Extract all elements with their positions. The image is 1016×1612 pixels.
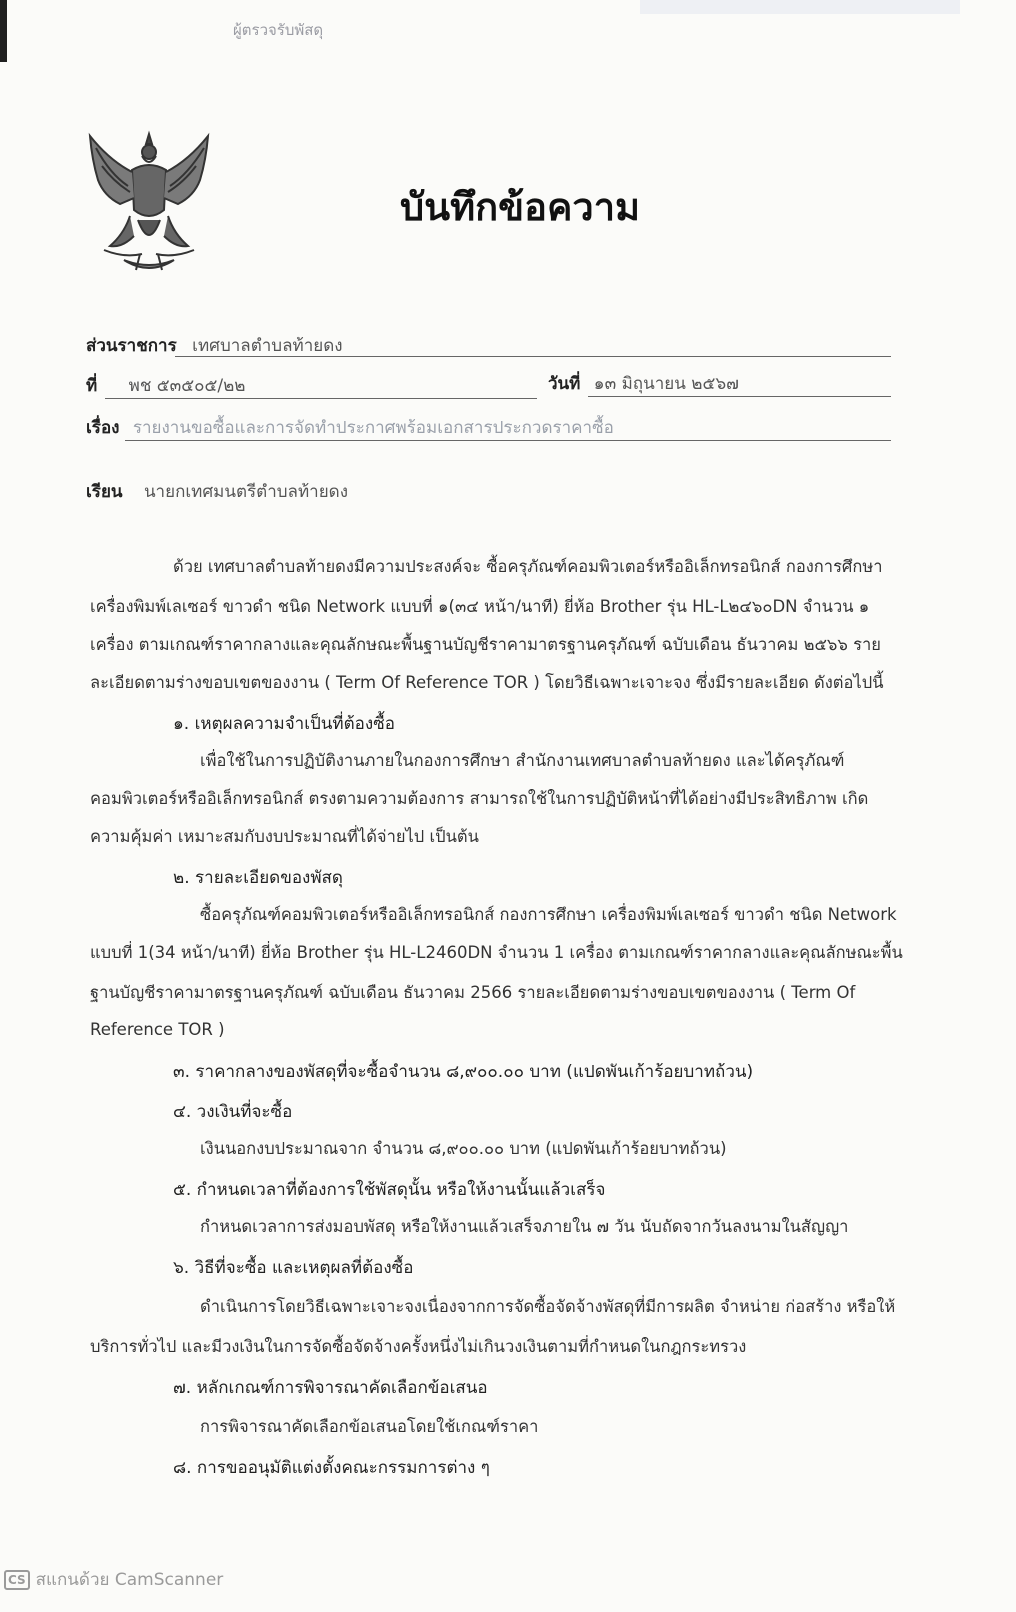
ref-underline <box>105 398 537 399</box>
section-1-line-2: คอมพิวเตอร์หรืออิเล็กทรอนิกส์ ตรงตามความต้องการ สามารถใช้ในการปฏิบัติหน้าที่ได้อย่างมีประสิทธิภาพ เกิด <box>90 789 869 808</box>
section-3-heading: ๓. ราคากลางของพัสดุที่จะซื้อจำนวน ๘,๙๐๐.๐๐ บาท (แปดพันเก้าร้อยบาทถ้วน) <box>173 1062 754 1082</box>
section-1-line-3: ความคุ้มค่า เหมาะสมกับงบประมาณที่ได้จ่ายไป เป็นต้น <box>90 827 479 846</box>
agency-value: เทศบาลตำบลท้ายดง <box>192 336 343 356</box>
section-8-heading: ๘. การขออนุมัติแต่งตั้งคณะกรรมการต่าง ๆ <box>173 1458 490 1478</box>
to-label: เรียน <box>86 482 123 502</box>
agency-field <box>86 332 343 359</box>
section-2-heading: ๒. รายละเอียดของพัสดุ <box>173 868 343 888</box>
intro-line-1: ด้วย เทศบาลตำบลท้ายดงมีความประสงค์จะ ซื้อครุภัณฑ์คอมพิวเตอร์หรืออิเล็กทรอนิกส์ กองการศึกษา <box>173 557 883 576</box>
intro-line-2: เครื่องพิมพ์เลเซอร์ ขาวดำ ชนิด Network แบบที่ ๑(๓๔ หน้า/นาที) ยี่ห้อ Brother รุ่น HL-L๒๔๖๐DN จำนวน ๑ <box>90 597 870 616</box>
subject-value: รายงานขอซื้อและการจัดทำประกาศพร้อมเอกสารประกวดราคาซื้อ <box>132 418 614 438</box>
camscanner-logo-icon: CS <box>4 1570 30 1590</box>
section-1-line-1: เพื่อใช้ในการปฏิบัติงานภายในกองการศึกษา สำนักงานเทศบาลตำบลท้ายดง และได้ครุภัณฑ์ <box>200 751 845 770</box>
date-label: วันที่ <box>548 374 581 394</box>
intro-line-4: ละเอียดตามร่างขอบเขตของงาน ( Term Of Reference TOR ) โดยวิธีเฉพาะเจาะจง ซึ่งมีรายละเอียด ดังต่อไปนี้ <box>90 673 884 692</box>
date-underline <box>588 396 891 397</box>
section-1-heading: ๑. เหตุผลความจำเป็นที่ต้องซื้อ <box>173 714 395 734</box>
subject-field <box>86 414 614 441</box>
faded-top-strip <box>640 0 960 14</box>
section-6-heading: ๖. วิธีที่จะซื้อ และเหตุผลที่ต้องซื้อ <box>173 1258 414 1278</box>
section-5-heading: ๕. กำหนดเวลาที่ต้องการใช้พัสดุนั้น หรือให้งานนั้นแล้วเสร็จ <box>173 1180 606 1200</box>
section-6-line-1: ดำเนินการโดยวิธีเฉพาะเจาะจงเนื่องจากการจัดซื้อจัดจ้างพัสดุที่มีการผลิต จำหน่าย ก่อสร้าง หรือให้ <box>200 1297 896 1316</box>
section-2-line-1: ซื้อครุภัณฑ์คอมพิวเตอร์หรืออิเล็กทรอนิกส์ กองการศึกษา เครื่องพิมพ์เลเซอร์ ขาวดำ ชนิด Network <box>200 905 897 924</box>
to-value: นายกเทศมนตรีตำบลท้ายดง <box>143 482 349 502</box>
section-4-line-1: เงินนอกงบประมาณจาก จำนวน ๘,๙๐๐.๐๐ บาท (แปดพันเก้าร้อยบาทถ้วน) <box>200 1139 727 1158</box>
camscanner-watermark <box>4 1566 223 1593</box>
ref-label: ที่ <box>86 376 98 396</box>
ref-field <box>86 372 246 399</box>
date-field <box>548 370 739 397</box>
agency-underline <box>175 356 891 357</box>
section-5-line-1: กำหนดเวลาการส่งมอบพัสดุ หรือให้งานแล้วเสร็จภายใน ๗ วัน นับถัดจากวันลงนามในสัญญา <box>200 1217 849 1236</box>
section-2-line-2: แบบที่ 1(34 หน้า/นาที) ยี่ห้อ Brother รุ่น HL-L2460DN จำนวน 1 เครื่อง ตามเกณฑ์ราคากลางและคุณลักษณะพื้น <box>90 943 903 962</box>
subject-label: เรื่อง <box>86 418 120 438</box>
section-4-heading: ๔. วงเงินที่จะซื้อ <box>173 1102 293 1122</box>
section-6-line-2: บริการทั่วไป และมีวงเงินในการจัดซื้อจัดจ้างครั้งหนึ่งไม่เกินวงเงินตามที่กำหนดในกฎกระทรวง <box>90 1337 747 1356</box>
agency-label: ส่วนราชการ <box>86 336 177 356</box>
camscanner-text: สแกนด้วย CamScanner <box>35 1570 224 1590</box>
inspector-label: ผู้ตรวจรับพัสดุ <box>233 21 324 39</box>
memo-title: บันทึกข้อความ <box>400 185 641 229</box>
intro-line-3: เครื่อง ตามเกณฑ์ราคากลางและคุณลักษณะพื้นฐานบัญชีราคามาตรฐานครุภัณฑ์ ฉบับเดือน ธันวาคม ๒๕๖๖ ราย <box>90 635 881 654</box>
garuda-emblem-icon <box>84 130 214 280</box>
section-2-line-3: ฐานบัญชีราคามาตรฐานครุภัณฑ์ ฉบับเดือน ธันวาคม 2566 รายละเอียดตามร่างขอบเขตของงาน ( Term Of <box>90 983 856 1002</box>
scan-edge-shadow <box>0 0 7 62</box>
subject-underline <box>125 440 891 441</box>
to-field <box>86 478 348 505</box>
ref-value: พช ๕๓๕๐๕/๒๒ <box>128 376 246 396</box>
section-2-line-4: Reference TOR ) <box>90 1020 225 1039</box>
section-7-heading: ๗. หลักเกณฑ์การพิจารณาคัดเลือกข้อเสนอ <box>173 1378 488 1398</box>
section-7-line-1: การพิจารณาคัดเลือกข้อเสนอโดยใช้เกณฑ์ราคา <box>200 1417 539 1436</box>
date-value: ๑๓ มิถุนายน ๒๕๖๗ <box>593 374 739 394</box>
